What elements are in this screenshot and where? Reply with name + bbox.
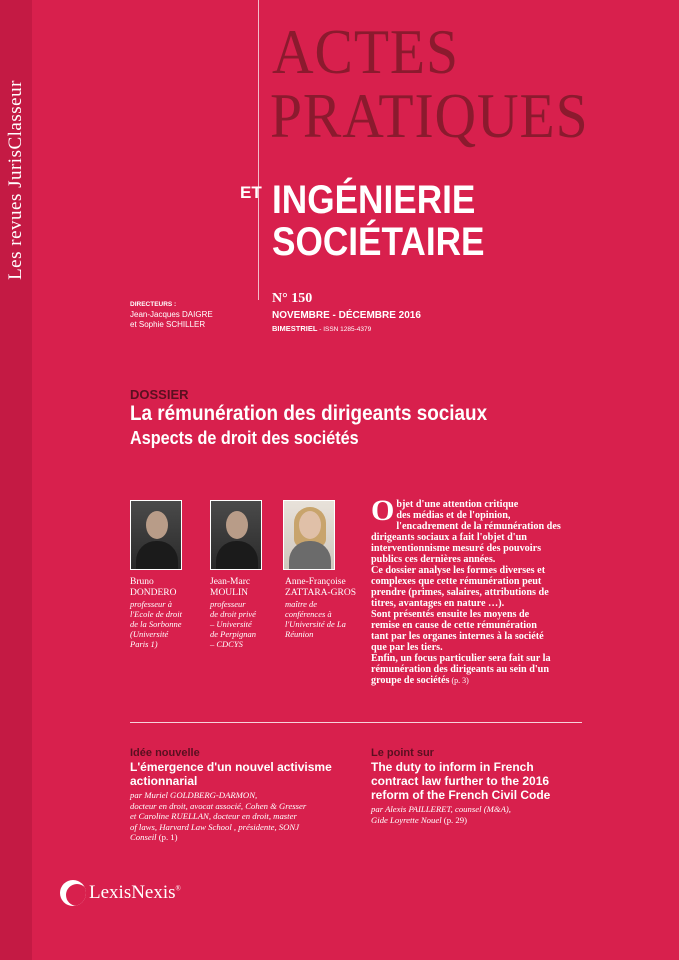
author-photo-moulin [210,500,262,570]
dossier-intro [371,494,596,686]
directors-block [130,300,213,330]
author-photo-dondero [130,500,182,570]
issue-issn: - ISSN 1285-4379 [317,326,372,333]
intro-line: Sont présentés ensuite les moyens de [371,609,530,620]
right-article-page-ref: (p. 29) [441,814,467,825]
author-desc-line: – Université [210,619,252,629]
masthead-divider [258,0,259,300]
author-desc-line: maître de [285,599,318,609]
author-last-name: DONDERO [130,588,177,598]
intro-line: interventionnisme mesuré des pouvoirs [371,543,542,554]
lexisnexis-mark-icon [60,880,86,906]
author-desc-line: de droit privé [210,609,256,619]
intro-line: Enfin, un focus particulier sera fait sur la [371,653,551,664]
intro-line: groupe de sociétés [371,675,450,686]
author-desc-line: de Perpignan [210,629,257,639]
registered-mark: ® [175,884,181,893]
spine-band [0,0,32,960]
intro-line: tant par les organes internes à la société [371,631,544,642]
author-last-name: MOULIN [210,588,248,598]
left-article-body-line: Conseil [130,832,157,842]
intro-line: que par les tiers. [371,642,443,653]
left-article-title-line: L'émergence d'un nouvel activisme [130,760,332,774]
directors-label: DIRECTEURS : [130,301,177,308]
masthead-actes: ACTES [272,16,459,87]
author-desc-line: l'Université de La [285,619,346,629]
right-article-label: Le point sur [371,747,434,759]
dossier-title: La rémunération des dirigeants sociaux [130,402,488,425]
author-photo-zattara-gros [283,500,335,570]
author-desc-line: professeur à [130,599,172,609]
intro-line: l'encadrement de la rémunération des [396,521,561,532]
dossier-label: DOSSIER [130,387,189,402]
right-article-title-line: reform of the French Civil Code [371,788,551,802]
issue-frequency-label: BIMESTRIEL [272,324,318,333]
dossier-subtitle: Aspects de droit des sociétés [130,428,359,448]
left-article-body-line: of laws, Harvard Law School , présidente, SONJ [130,821,300,832]
intro-line: rémunération des dirigeants au sein d'un [371,664,550,675]
author-last-name: ZATTARA-GROS [285,588,357,598]
right-article-body-line: par Alexis PAILLERET, counsel (M&A), [371,804,511,814]
directors-line-2: et Sophie SCHILLER [130,320,206,329]
issue-frequency [272,324,421,333]
issue-info [272,291,421,333]
left-article-body-line: par Muriel GOLDBERG-DARMON, [130,790,258,800]
left-article-title-line: actionnarial [130,774,198,788]
intro-line: remise en cause de cette rémunération [371,620,537,631]
intro-line: titres, avantages en nature …). [371,598,505,609]
author-desc-line: conférences à [285,609,332,619]
left-article-body [130,790,360,843]
author-desc-line: (Université [130,629,169,639]
spine-text: Les revues JurisClasseur [5,80,26,280]
left-article [130,746,360,843]
intro-page-ref: (p. 3) [449,676,469,685]
author-desc-line: – CDCYS [210,639,243,649]
author-zattara-gros [285,577,365,639]
author-first-name: Jean-Marc [210,577,251,587]
right-article-body [371,804,581,825]
left-article-label: Idée nouvelle [130,747,200,759]
author-first-name: Anne-Françoise [285,577,346,587]
intro-line: complexes que cette rémunération peut [371,576,542,587]
left-article-body-line: et Caroline RUELLAN, docteur en droit, master [130,811,297,821]
dossier-header [130,387,527,450]
right-article [371,746,581,825]
masthead-et: ET [240,183,262,202]
publisher-name-text: LexisNexis [89,882,176,903]
author-desc-line: Réunion [285,629,314,639]
issue-date: NOVEMBRE - DÉCEMBRE 2016 [272,310,421,321]
publisher-name [89,882,181,904]
masthead-ingenierie: INGÉNIERIE [272,178,476,222]
section-divider [130,722,582,723]
intro-line: publics ces dernières années. [371,554,496,565]
author-desc-line: de la Sorbonne [130,619,182,629]
right-article-title-line: The duty to inform in French [371,760,534,774]
intro-dropcap: O [371,494,395,527]
directors-line-1: Jean-Jacques DAIGRE [130,310,213,319]
intro-line: dirigeants sociaux a fait l'objet d'un [371,532,527,543]
right-article-body-line: Gide Loyrette Nouel [371,814,442,825]
masthead-pratiques: PRATIQUES [270,80,589,151]
masthead-societaire: SOCIÉTAIRE [272,220,485,264]
intro-line-last [371,675,596,686]
author-first-name: Bruno [130,577,154,587]
author-desc-line: professeur [210,599,246,609]
intro-line: prendre (primes, salaires, attributions de [371,587,549,598]
intro-line: des médias et de l'opinion, [396,510,511,521]
author-moulin [210,577,280,649]
author-dondero [130,577,202,649]
left-article-page-ref: (p. 1) [156,832,178,842]
intro-line: Ce dossier analyse les formes diverses et [371,565,546,576]
author-desc-line: Paris 1) [130,639,158,649]
right-article-title-line: contract law further to the 2016 [371,774,550,788]
intro-line: bjet d'une attention critique [396,499,519,510]
left-article-body-line: docteur en droit, avocat associé, Cohen & Gresser [130,800,307,811]
author-desc-line: l'Ecole de droit [130,609,183,619]
issue-number: N° 150 [272,291,313,306]
publisher-logo [60,880,181,906]
